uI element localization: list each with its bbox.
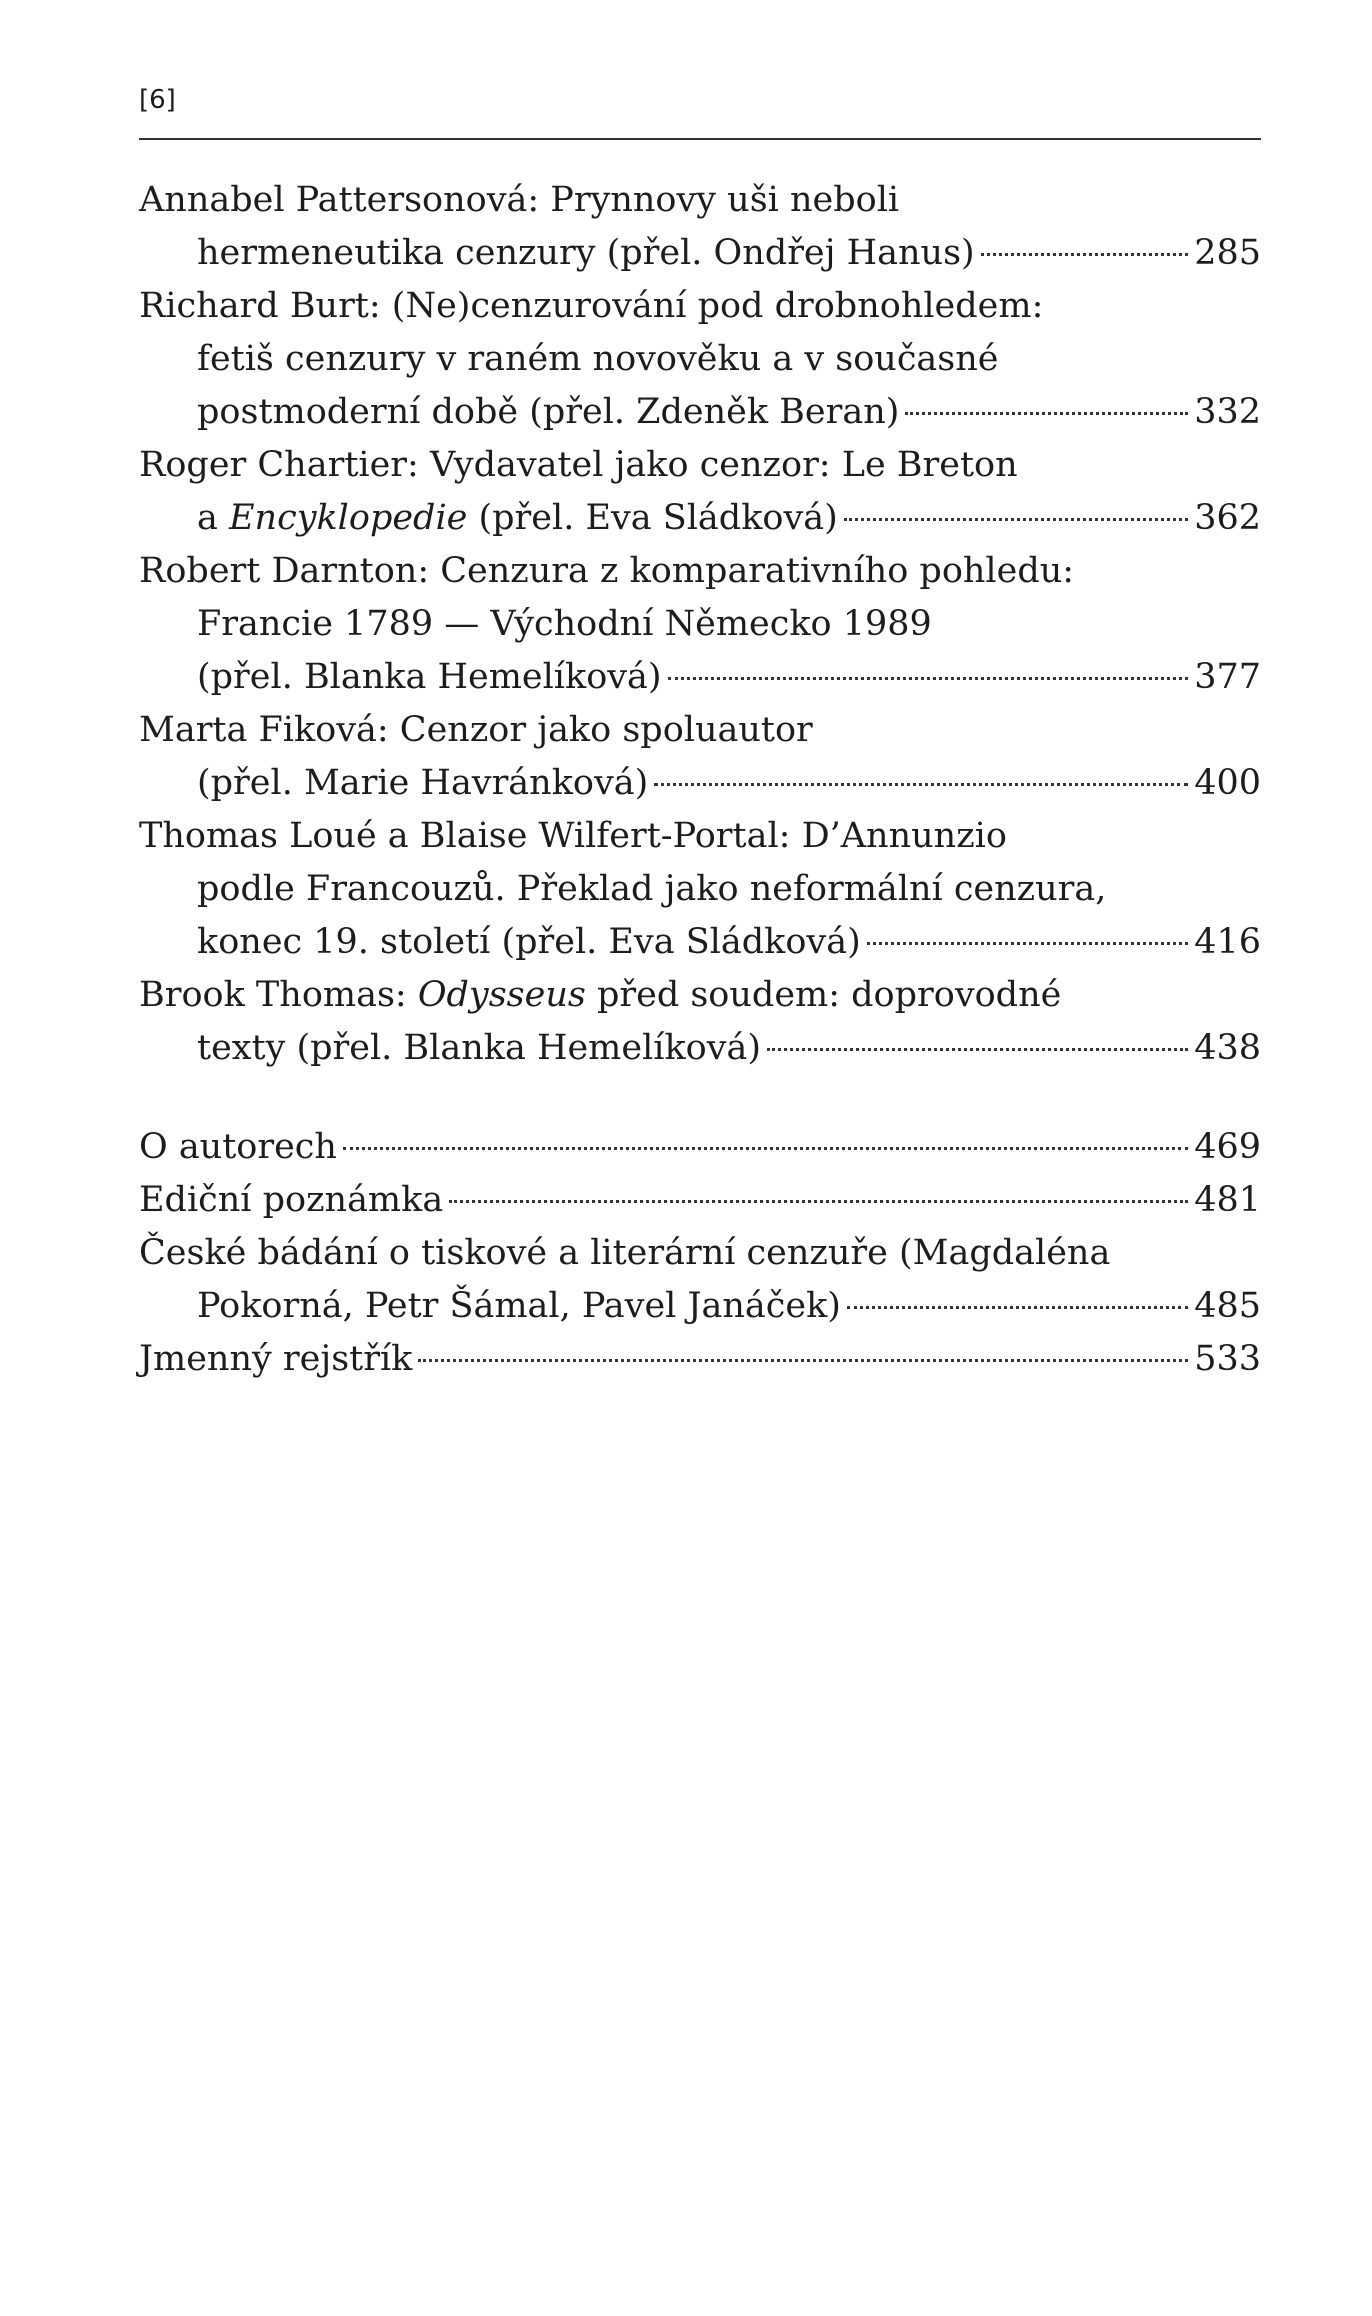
- toc-page-number: 285: [1194, 233, 1261, 273]
- toc-entry-last-line: [139, 1022, 1261, 1075]
- toc-page-number: 438: [1194, 1028, 1261, 1068]
- dot-leader: [668, 677, 1189, 680]
- toc-entry-ceske-badani: [139, 1227, 1261, 1333]
- toc-entry-darnton: [139, 545, 1261, 704]
- toc-entry-text: texty (přel. Blanka Hemelíková): [197, 1028, 762, 1068]
- toc-entry-text: Ediční poznámka: [139, 1180, 444, 1220]
- toc-entry-last-line: [139, 1333, 1261, 1386]
- dot-leader: [844, 518, 1188, 521]
- toc-entry-last-line: [139, 651, 1261, 704]
- toc-entry-last-line: [139, 916, 1261, 969]
- toc-entry-chartier: [139, 439, 1261, 545]
- toc-entry-patterson: [139, 174, 1261, 280]
- toc-page-number: 377: [1194, 657, 1261, 697]
- toc-entry-line: České bádání o tiskové a literární cenzuře (Magdaléna: [139, 1233, 1111, 1273]
- dot-leader: [343, 1147, 1188, 1150]
- toc-page-number: 469: [1194, 1127, 1261, 1167]
- dot-leader: [867, 942, 1188, 945]
- section-spacer: [139, 1075, 1261, 1121]
- dot-leader: [767, 1048, 1188, 1051]
- toc-page-number: 400: [1194, 763, 1261, 803]
- toc-entry-text: Jmenný rejstřík: [139, 1339, 413, 1379]
- toc-entry-text: hermeneutika cenzury (přel. Ondřej Hanus): [197, 233, 975, 273]
- toc-entry-text: Pokorná, Petr Šámal, Pavel Janáček): [197, 1286, 841, 1326]
- toc-entry-line: podle Francouzů. Překlad jako neformální cenzura,: [197, 869, 1107, 909]
- dot-leader: [847, 1306, 1188, 1309]
- toc-entry-line: Annabel Pattersonová: Prynnovy uši neboli: [139, 180, 900, 220]
- toc-entry-text-prefix: a: [197, 498, 229, 538]
- dot-leader: [418, 1359, 1188, 1362]
- toc-entry-line: Thomas Loué a Blaise Wilfert-Portal: D’Annunzio: [139, 816, 1007, 856]
- toc-entry-last-line: [139, 1121, 1261, 1174]
- toc-entry-line: Richard Burt: (Ne)cenzurování pod drobnohledem:: [139, 286, 1044, 326]
- toc-entry-line: fetiš cenzury v raném novověku a v současné: [197, 339, 999, 379]
- dot-leader: [905, 412, 1188, 415]
- toc-entry-loue: [139, 810, 1261, 969]
- toc-entry-line: [139, 969, 1261, 1022]
- page-number: [6]: [139, 72, 1261, 140]
- toc-entry-line: Robert Darnton: Cenzura z komparativního pohledu:: [139, 551, 1075, 591]
- toc-entry-line: Roger Chartier: Vydavatel jako cenzor: Le Breton: [139, 445, 1018, 485]
- toc-entry-last-line: [139, 1280, 1261, 1333]
- toc-entry-text: O autorech: [139, 1127, 337, 1167]
- toc-entry-o-autorech: [139, 1121, 1261, 1174]
- toc-entry-text-prefix: Brook Thomas:: [139, 975, 418, 1015]
- dot-leader: [654, 783, 1188, 786]
- toc-entry-line: Marta Fiková: Cenzor jako spoluautor: [139, 710, 813, 750]
- dot-leader: [981, 253, 1188, 256]
- toc-entry-text: (přel. Marie Havránková): [197, 763, 649, 803]
- dot-leader: [449, 1200, 1188, 1203]
- toc-entry-last-line: [139, 492, 1261, 545]
- toc-entry-text: konec 19. století (přel. Eva Sládková): [197, 922, 861, 962]
- toc-entry-thomas: [139, 969, 1261, 1075]
- toc-page-number: 416: [1194, 922, 1261, 962]
- toc-entry-italic-title: Encyklopedie: [229, 498, 468, 538]
- toc-entry-burt: [139, 280, 1261, 439]
- toc-page-number: 332: [1194, 392, 1261, 432]
- toc-entry-line: Francie 1789 — Východní Německo 1989: [197, 604, 932, 644]
- toc-entry-last-line: [139, 1174, 1261, 1227]
- toc-entry-last-line: [139, 386, 1261, 439]
- toc-entry-text: (přel. Blanka Hemelíková): [197, 657, 662, 697]
- toc-entry-text: postmoderní době (přel. Zdeněk Beran): [197, 392, 900, 432]
- toc-page-number: 533: [1194, 1339, 1261, 1379]
- toc-page-number: 485: [1194, 1286, 1261, 1326]
- toc-entry-text: [197, 492, 838, 545]
- toc-entry-last-line: [139, 227, 1261, 280]
- table-of-contents: [139, 174, 1261, 1386]
- toc-entry-edicni-poznamka: [139, 1174, 1261, 1227]
- toc-entry-italic-title: Odysseus: [417, 975, 586, 1015]
- toc-entry-last-line: [139, 757, 1261, 810]
- toc-entry-fikova: [139, 704, 1261, 810]
- toc-entry-jmenny-rejstrik: [139, 1333, 1261, 1386]
- toc-page-number: 362: [1194, 498, 1261, 538]
- toc-entry-text-suffix: před soudem: doprovodné: [585, 975, 1062, 1015]
- page: [139, 72, 1261, 1386]
- toc-page-number: 481: [1194, 1180, 1261, 1220]
- toc-entry-text-suffix: (přel. Eva Sládková): [467, 498, 838, 538]
